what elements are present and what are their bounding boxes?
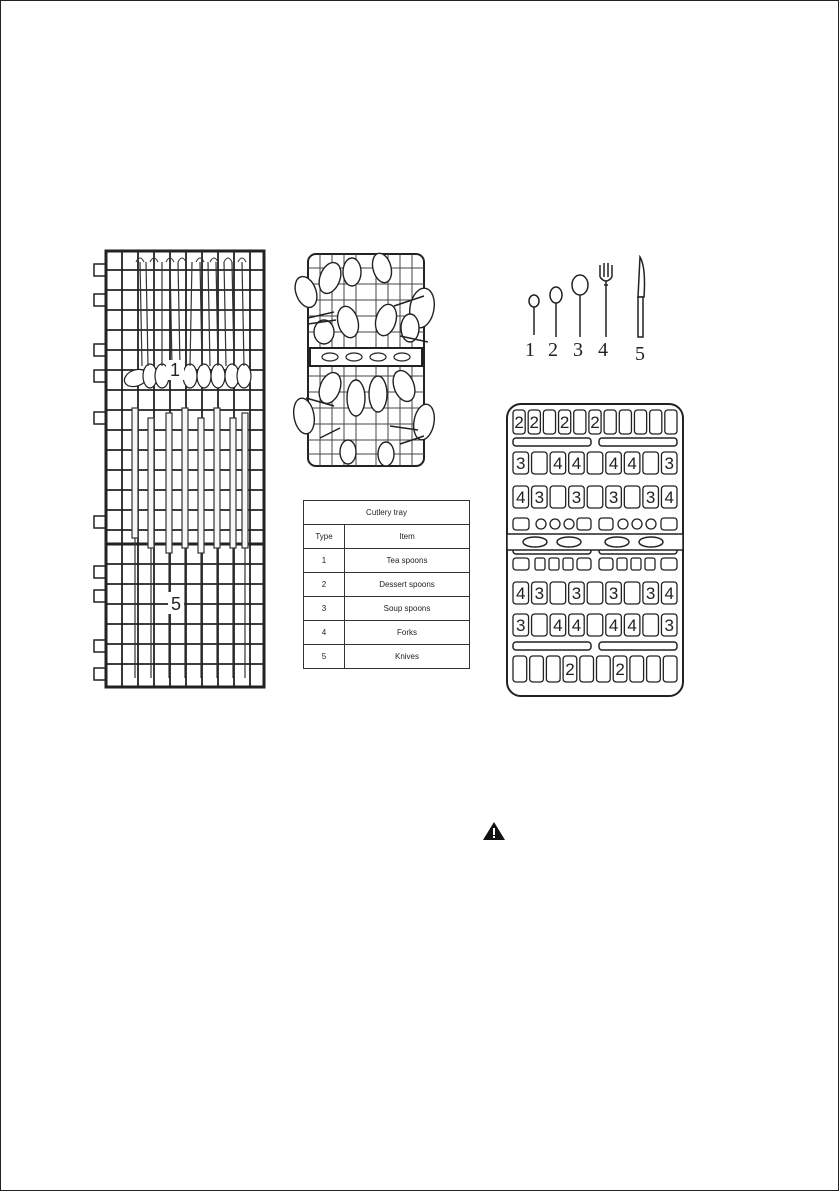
tray-slot (550, 582, 566, 604)
tray-slot (543, 410, 555, 434)
tray-slot-label: 4 (627, 454, 637, 473)
tray-slot (624, 582, 640, 604)
tray-slot (550, 486, 566, 508)
tray-slot (597, 656, 611, 682)
cutlery-type: 3 (304, 597, 345, 621)
loaded-tray-figure (290, 248, 446, 474)
tray-slot-label: 3 (534, 488, 545, 507)
cutlery-type: 5 (304, 645, 345, 669)
utensil-legend-figure (520, 255, 660, 365)
tray-slot (630, 656, 644, 682)
tray-slot-label: 3 (645, 488, 656, 507)
tray-slot-label: 4 (553, 616, 563, 635)
cutlery-item: Knives (345, 645, 470, 669)
cutlery-table-title: Cutlery tray (304, 501, 470, 525)
tray-slot-label: 3 (571, 584, 582, 603)
tray-slot (604, 410, 616, 434)
table-row (304, 645, 470, 669)
cutlery-table-header-item: Item (345, 525, 470, 549)
tray-slot-label: 2 (615, 660, 625, 679)
table-row (304, 621, 470, 645)
tray-slot-label: 3 (664, 616, 674, 635)
tray-slot (634, 410, 646, 434)
tray-slot (643, 452, 659, 474)
tray-slot-label: 3 (571, 488, 582, 507)
cutlery-basket-figure (92, 248, 268, 692)
cutlery-item: Dessert spoons (345, 573, 470, 597)
tray-slot (580, 656, 594, 682)
tray-slot-label: 4 (627, 616, 637, 635)
cutlery-type: 2 (304, 573, 345, 597)
basket-label-bottom: 5 (170, 594, 182, 614)
tray-slot-label: 3 (516, 454, 526, 473)
cutlery-item: Tea spoons (345, 549, 470, 573)
tray-slot (665, 410, 677, 434)
tray-slot (647, 656, 661, 682)
tray-slot-label: 3 (664, 454, 674, 473)
tray-slot-label: 4 (664, 488, 674, 507)
cutlery-item: Forks (345, 621, 470, 645)
tray-slot (643, 614, 659, 636)
tray-slot (532, 614, 548, 636)
tray-slot (650, 410, 662, 434)
tray-slot (532, 452, 548, 474)
tray-slot (530, 656, 544, 682)
tray-slot-label: 4 (608, 454, 619, 473)
table-row (304, 573, 470, 597)
legend-number: 3 (573, 339, 583, 361)
cutlery-type: 1 (304, 549, 345, 573)
tray-slot-label: 3 (516, 616, 526, 635)
tray-slot (619, 410, 631, 434)
tray-slot (574, 410, 586, 434)
tray-slot-label: 4 (516, 488, 526, 507)
warning-triangle-icon (482, 821, 506, 841)
legend-number: 2 (548, 339, 558, 361)
cutlery-table (303, 500, 470, 669)
tray-slot-label: 2 (529, 413, 540, 432)
tray-slot-label: 3 (645, 584, 656, 603)
tray-slot-label: 3 (534, 584, 545, 603)
tray-slot (624, 486, 640, 508)
tray-slot (587, 614, 603, 636)
cutlery-item: Soup spoons (345, 597, 470, 621)
cutlery-type: 4 (304, 621, 345, 645)
table-row (304, 549, 470, 573)
tray-slot-label: 4 (553, 454, 563, 473)
tray-slot-label: 2 (565, 660, 575, 679)
legend-number: 5 (635, 343, 645, 365)
table-row (304, 597, 470, 621)
tray-slot-label: 4 (664, 584, 674, 603)
tray-slot (587, 486, 603, 508)
tray-slot (513, 656, 527, 682)
tray-slot-label: 2 (590, 413, 600, 432)
basket-label-top: 1 (169, 360, 181, 380)
tray-slot-label: 4 (516, 584, 526, 603)
tray-slot-label: 4 (608, 616, 619, 635)
tray-slot-label: 3 (608, 488, 619, 507)
tray-slot-label: 4 (571, 616, 582, 635)
cutlery-table-header-type: Type (304, 525, 345, 549)
tray-slot-label: 2 (514, 413, 524, 432)
tray-slot-label: 4 (571, 454, 582, 473)
tray-slot-label: 2 (559, 413, 570, 432)
tray-slot (587, 452, 603, 474)
tray-slot (546, 656, 560, 682)
legend-number: 4 (598, 339, 608, 361)
tray-layout-figure (505, 402, 685, 698)
tray-slot (587, 582, 603, 604)
tray-slot-label: 3 (608, 584, 619, 603)
legend-number: 1 (525, 339, 535, 361)
tray-slot (663, 656, 677, 682)
